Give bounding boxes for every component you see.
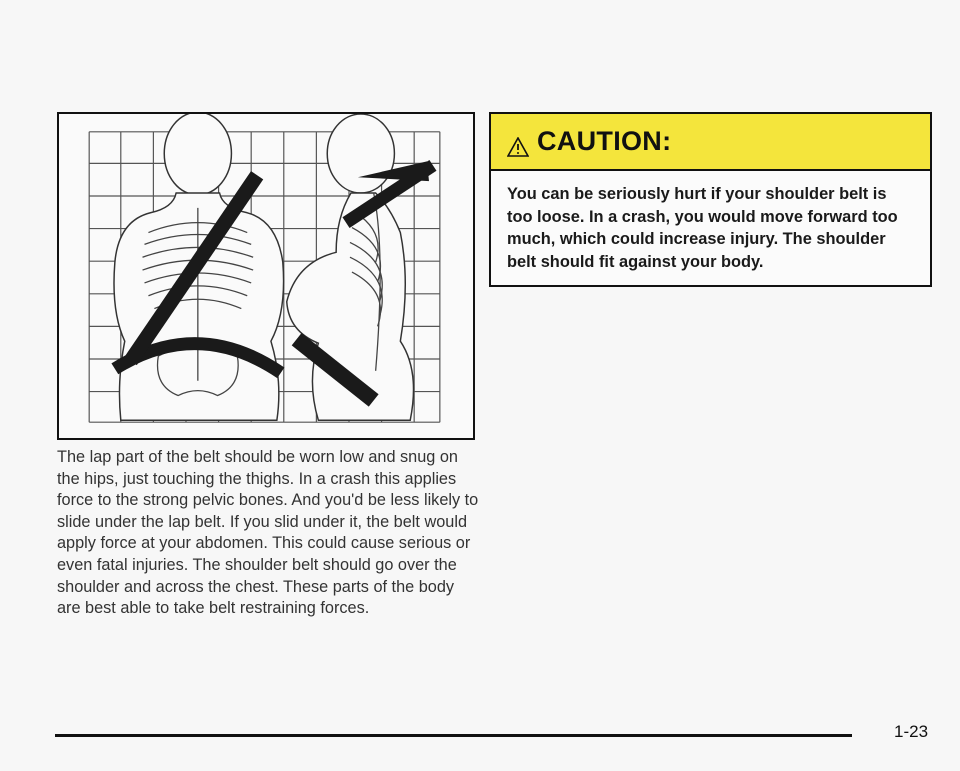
warning-triangle-icon [507, 133, 529, 153]
seatbelt-illustration [57, 112, 475, 440]
caution-text: You can be seriously hurt if your shoulder belt is too loose. In a crash, you would move forward too much, which could increase injury. The shoulder belt should fit against your body. [507, 185, 898, 271]
caution-header [491, 114, 930, 171]
body-paragraph: The lap part of the belt should be worn low and snug on the hips, just touching the thighs. In a crash this applies force to the strong pelvic bones. And you'd be less likely to slide under the lap belt. If you slid under it, the belt would apply force at your abdomen. This could cause serious or even fatal injuries. The shoulder belt should go over the shoulder and across the chest. These parts of the body are best able to take belt restraining forces. [57, 448, 479, 618]
footer-rule [55, 734, 852, 737]
seatbelt-anatomy-illustration [59, 114, 473, 438]
page-number: 1-23 [894, 722, 929, 741]
caution-box [489, 112, 932, 287]
caution-title: CAUTION: [537, 126, 672, 156]
